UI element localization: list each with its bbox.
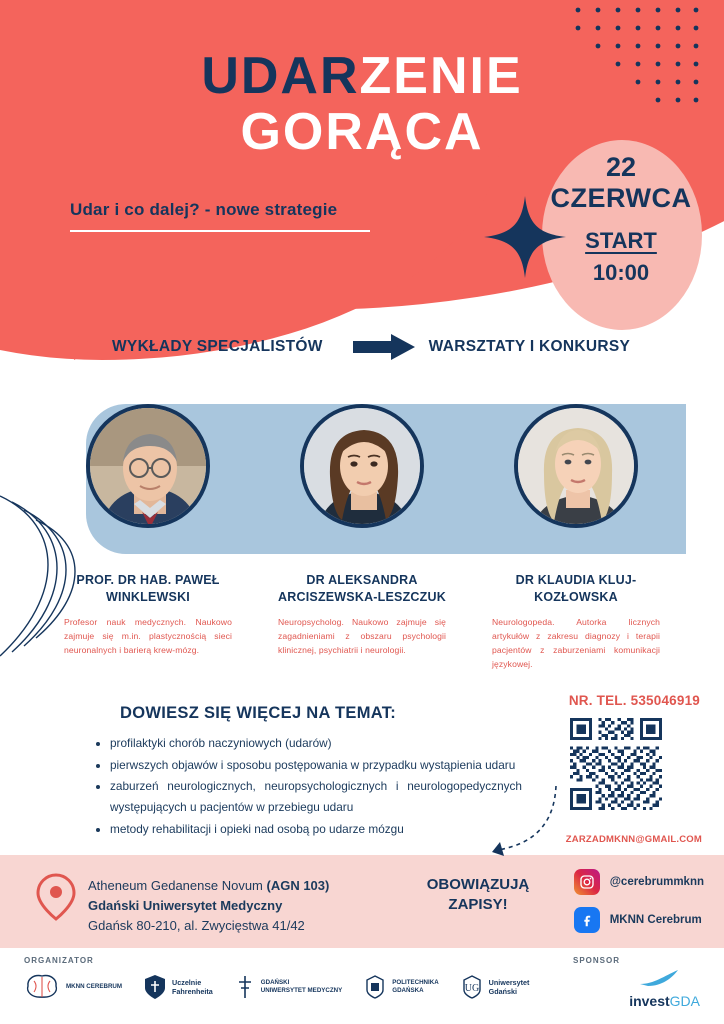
start-label: START xyxy=(585,228,657,253)
start-hour: 10:00 xyxy=(592,260,650,285)
logo-label-politechnika: POLITECHNIKA xyxy=(392,979,439,987)
instagram-glyph xyxy=(579,874,595,890)
venue-address xyxy=(88,876,329,936)
arrow-label-lectures: WYKŁADY SPECJALISTÓW xyxy=(112,338,323,355)
instagram-icon[interactable] xyxy=(574,869,600,895)
organizer-logos xyxy=(24,972,700,1002)
arrow-row xyxy=(0,334,724,360)
title-line-1 xyxy=(0,47,724,105)
avatar xyxy=(300,404,424,528)
sponsor-name-bold: invest xyxy=(629,993,670,1009)
logo-label-gdanski: GDAŃSKI xyxy=(260,979,290,987)
arrow-right-icon xyxy=(36,334,98,360)
registration-line-1: OBOWIĄZUJĄ xyxy=(426,876,530,893)
sponsor-name-light: GDA xyxy=(669,993,700,1009)
list-item: • zaburzeń neurologicznych, neuropsychologicznych i neurologopedycznych występujących u pacjentów w przebiegu udaru xyxy=(110,776,522,817)
title-part-zenie: ZENIE xyxy=(359,47,523,105)
avatar xyxy=(86,404,210,528)
speaker-name: PROF. DR HAB. PAWEŁ WINKLEWSKI xyxy=(76,573,220,604)
logo-label-mknn: MKNN CEREBRUM xyxy=(66,983,123,991)
logo-label-politechnika-sub: GDAŃSKA xyxy=(392,987,424,994)
speaker-photo xyxy=(90,408,210,528)
logo-label-fahrenheita: Fahrenheita xyxy=(172,987,213,996)
registration-notice xyxy=(408,875,548,916)
subtitle-underline xyxy=(70,230,370,232)
poster-title xyxy=(0,47,724,162)
title-line-2: GORĄCA xyxy=(240,103,484,162)
social-links xyxy=(574,869,704,945)
logo-label-uniwersytet: Uniwersytet xyxy=(488,978,530,987)
list-item: • profilaktyki chorób naczyniowych (udarów) xyxy=(110,733,522,754)
title-part-udar: UDAR xyxy=(201,47,360,105)
shield-icon xyxy=(144,974,166,1000)
speakers-list xyxy=(0,404,724,671)
logo-gumed xyxy=(235,974,342,1000)
ug-emblem-icon xyxy=(461,974,483,1000)
arrow-item-workshops xyxy=(353,334,630,360)
logo-label-uniwersytet-sub: Gdański xyxy=(488,987,518,996)
speaker-bio: Neurologopeda. Autorka licznych artykułów z zakresu diagnozy i terapii pacjentów z zaburzeniami komunikacji językowej. xyxy=(492,616,660,670)
logo-uniwersytet-gdanski xyxy=(461,974,530,1000)
logo-label-gumed-sub: UNIWERSYTET MEDYCZNY xyxy=(260,987,343,994)
speaker-bio: Profesor nauk medycznych. Naukowo zajmuje się m.in. plastycznością sieci neuronalnych i barierą krew-mózg. xyxy=(64,616,232,656)
facebook-handle: MKNN Cerebrum xyxy=(609,914,702,926)
venue-name: Atheneum Gedanense Novum xyxy=(88,878,267,893)
sponsor-name xyxy=(629,993,700,1009)
facebook-glyph xyxy=(579,912,595,928)
logo-mknn-cerebrum xyxy=(24,972,122,1002)
pg-emblem-icon xyxy=(364,974,386,1000)
list-item: • pierwszych objawów i sposobu postępowania w przypadku wystąpienia udaru xyxy=(110,755,522,776)
facebook-icon[interactable] xyxy=(574,907,600,933)
curved-dashed-arrow-icon xyxy=(470,782,560,862)
sponsor-label: SPONSOR xyxy=(572,956,620,965)
qr-code[interactable] xyxy=(570,718,662,810)
venue-line-1 xyxy=(88,876,329,896)
speaker-card xyxy=(272,404,452,671)
arrow-label-workshops: WARSZTATY I KONKURSY xyxy=(428,338,631,355)
speaker-name: DR KLAUDIA KLUJ-KOZŁOWSKA xyxy=(515,573,637,604)
speaker-name: DR ALEKSANDRA ARCISZEWSKA-LESZCZUK xyxy=(278,573,446,604)
logo-label-uczelnie: Uczelnie xyxy=(172,978,202,987)
gumed-emblem-icon xyxy=(235,974,255,1000)
map-pin-icon xyxy=(36,873,76,921)
sponsor-logo-investgda xyxy=(629,968,700,1009)
social-row-facebook[interactable] xyxy=(574,907,704,933)
svg-text:UG: UG xyxy=(464,983,479,994)
venue-line-2: Gdański Uniwersytet Medyczny xyxy=(88,898,283,914)
logo-uczelnie-fahrenheita xyxy=(144,974,213,1000)
info-bullet-list xyxy=(92,733,522,840)
instagram-handle: @cerebrummknn xyxy=(609,876,704,888)
email-address[interactable]: ZARZADMKNN@GMAIL.COM xyxy=(565,834,702,845)
venue-line-3: Gdańsk 80-210, al. Zwycięstwa 41/42 xyxy=(88,918,305,934)
logo-politechnika-gdanska xyxy=(364,974,438,1000)
phone-number: NR. TEL. 535046919 xyxy=(568,693,700,708)
speaker-photo xyxy=(518,408,638,528)
date-month: CZERWCA xyxy=(550,183,692,213)
list-item: • metody rehabilitacji i opieki nad osobą po udarze mózgu xyxy=(110,819,522,840)
speaker-card xyxy=(486,404,666,671)
arrow-right-icon xyxy=(353,334,415,360)
info-heading: DOWIESZ SIĘ WIĘCEJ NA TEMAT: xyxy=(120,704,397,722)
social-row-instagram[interactable] xyxy=(574,869,704,895)
speaker-bio: Neuropsycholog. Naukowo zajmuje się zagadnieniami z obszaru psychologii klinicznej, psychiatrii i neurologii. xyxy=(278,616,446,656)
venue-room: (AGN 103) xyxy=(266,878,330,893)
four-point-star-icon xyxy=(484,196,566,278)
swoosh-icon xyxy=(638,968,692,988)
date-day: 22 xyxy=(605,152,637,182)
poster-subtitle: Udar i co dalej? - nowe strategie xyxy=(70,200,338,219)
registration-line-2: ZAPISY! xyxy=(448,896,508,914)
brain-icon xyxy=(24,972,60,1002)
speaker-card xyxy=(58,404,238,671)
arrow-item-lectures xyxy=(36,334,323,360)
speaker-photo xyxy=(304,408,424,528)
organizer-label: ORGANIZATOR xyxy=(24,956,94,965)
avatar xyxy=(514,404,638,528)
